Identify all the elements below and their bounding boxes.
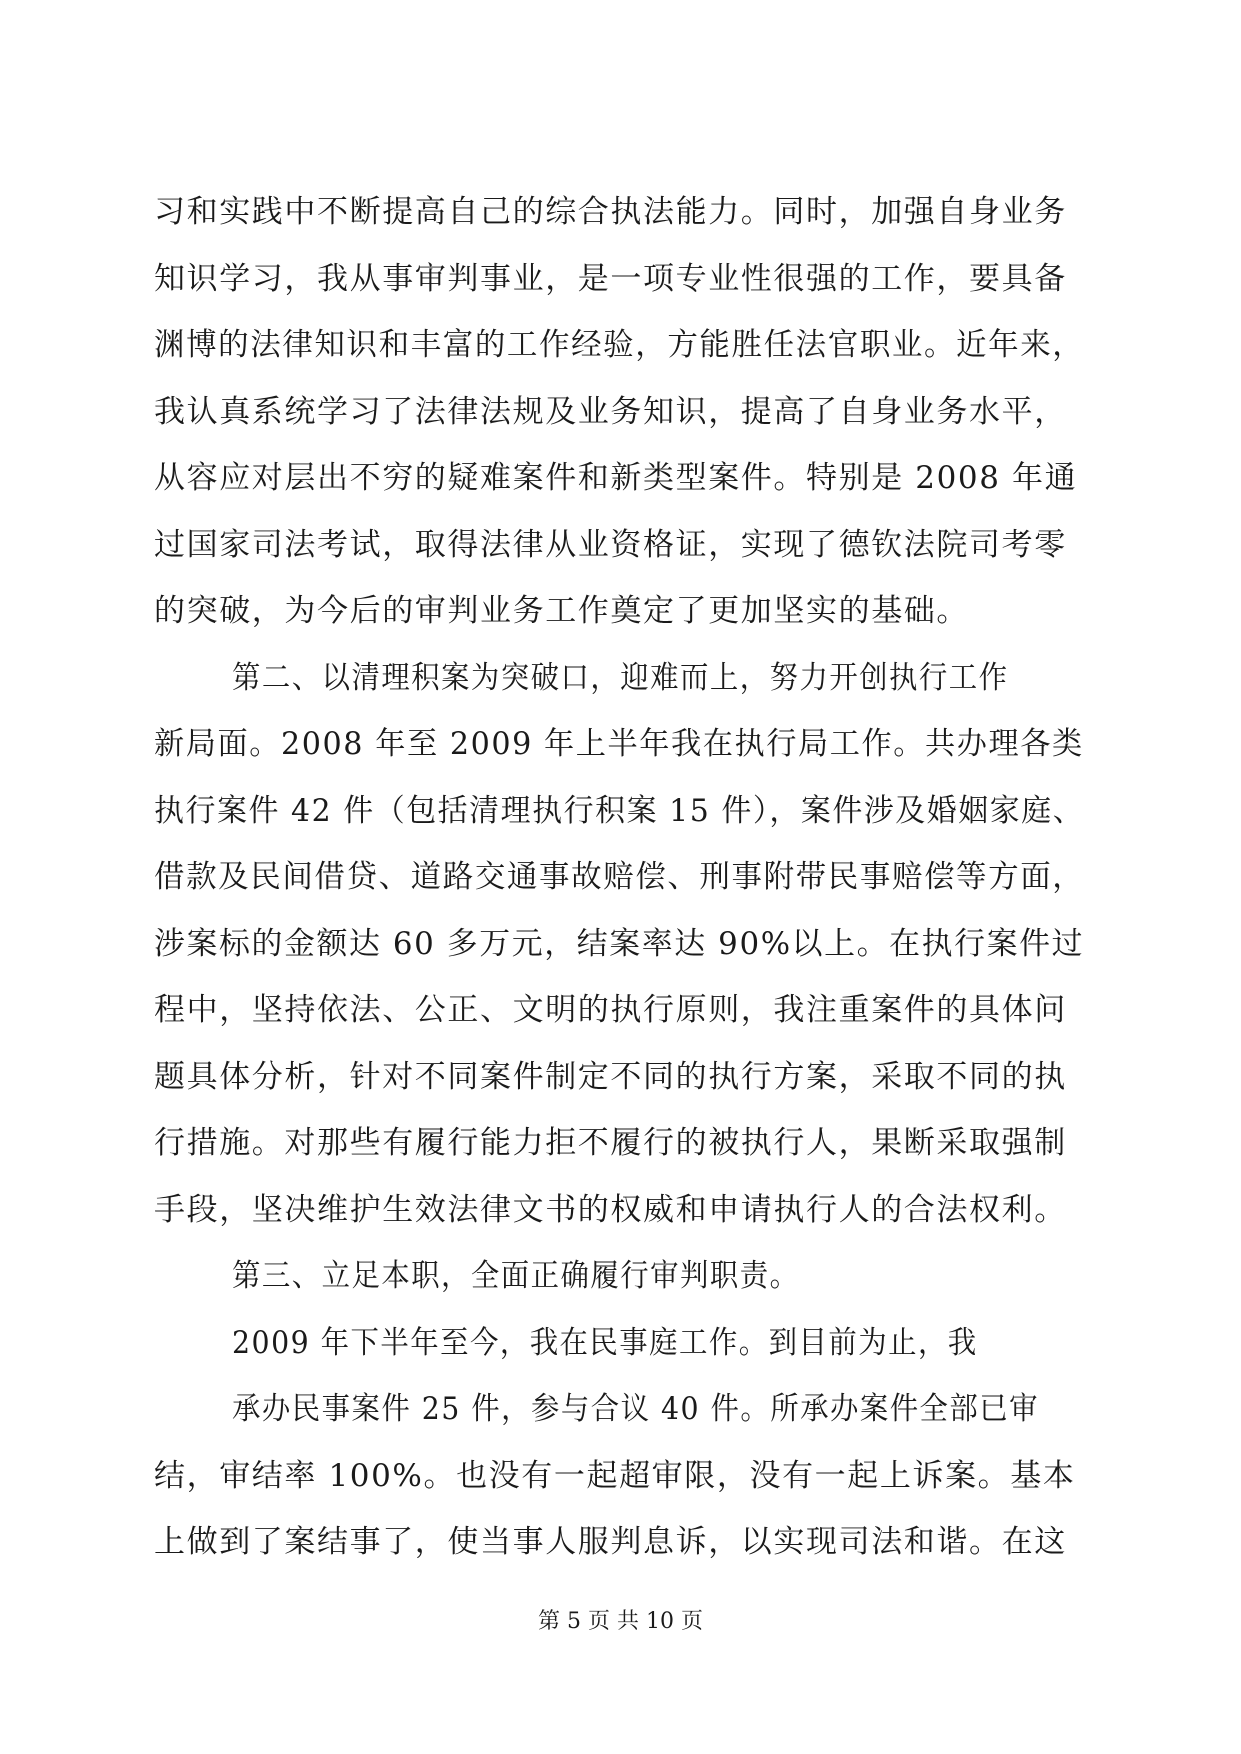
- body-text-line: 涉案标的金额达 60 多万元，结案率达 90%以上。在执行案件过: [154, 926, 1085, 962]
- page-footer: 第 5 页 共 10 页: [538, 1609, 703, 1634]
- body-text-line: 执行案件 42 件（包括清理执行积案 15 件），案件涉及婚姻家庭、: [154, 793, 1085, 829]
- body-text-line: 结，审结率 100%。也没有一起超审限，没有一起上诉案。基本: [154, 1458, 1076, 1494]
- body-text-line: 借款及民间借贷、道路交通事故赔偿、刑事附带民事赔偿等方面，: [154, 859, 1085, 895]
- paragraph-start-line: 承办民事案件 25 件，参与合议 40 件。所承办案件全部已审: [232, 1391, 1040, 1427]
- body-text-line: 上做到了案结事了，使当事人服判息诉，以实现司法和谐。在这: [154, 1524, 1067, 1560]
- body-text-line: 我认真系统学习了法律法规及业务知识，提高了自身业务水平，: [154, 394, 1067, 430]
- body-text-line: 渊博的法律知识和丰富的工作经验，方能胜任法官职业。近年来，: [154, 327, 1085, 363]
- body-text-line: 习和实践中不断提高自己的综合执法能力。同时，加强自身业务: [154, 194, 1067, 230]
- paragraph-start-line: 第二、以清理积案为突破口，迎难而上，努力开创执行工作: [232, 660, 1009, 696]
- body-text-line: 题具体分析，针对不同案件制定不同的执行方案，采取不同的执: [154, 1059, 1067, 1095]
- body-text-line: 过国家司法考试，取得法律从业资格证，实现了德钦法院司考零: [154, 527, 1067, 563]
- paragraph-start-line: 第三、立足本职，全面正确履行审判职责。: [232, 1258, 800, 1294]
- body-text-line: 知识学习，我从事审判事业，是一项专业性很强的工作，要具备: [154, 261, 1067, 297]
- body-text-line: 手段，坚决维护生效法律文书的权威和申请执行人的合法权利。: [154, 1192, 1067, 1228]
- body-text-line: 的突破，为今后的审判业务工作奠定了更加坚实的基础。: [154, 593, 969, 629]
- body-text-line: 行措施。对那些有履行能力拒不履行的被执行人，果断采取强制: [154, 1125, 1067, 1161]
- body-text-line: 程中，坚持依法、公正、文明的执行原则，我注重案件的具体问: [154, 992, 1067, 1028]
- body-text-line: 从容应对层出不穷的疑难案件和新类型案件。特别是 2008 年通: [154, 460, 1078, 496]
- paragraph-start-line: 2009 年下半年至今，我在民事庭工作。到目前为止，我: [232, 1325, 978, 1361]
- body-text-line: 新局面。2008 年至 2009 年上半年我在执行局工作。共办理各类: [154, 726, 1084, 762]
